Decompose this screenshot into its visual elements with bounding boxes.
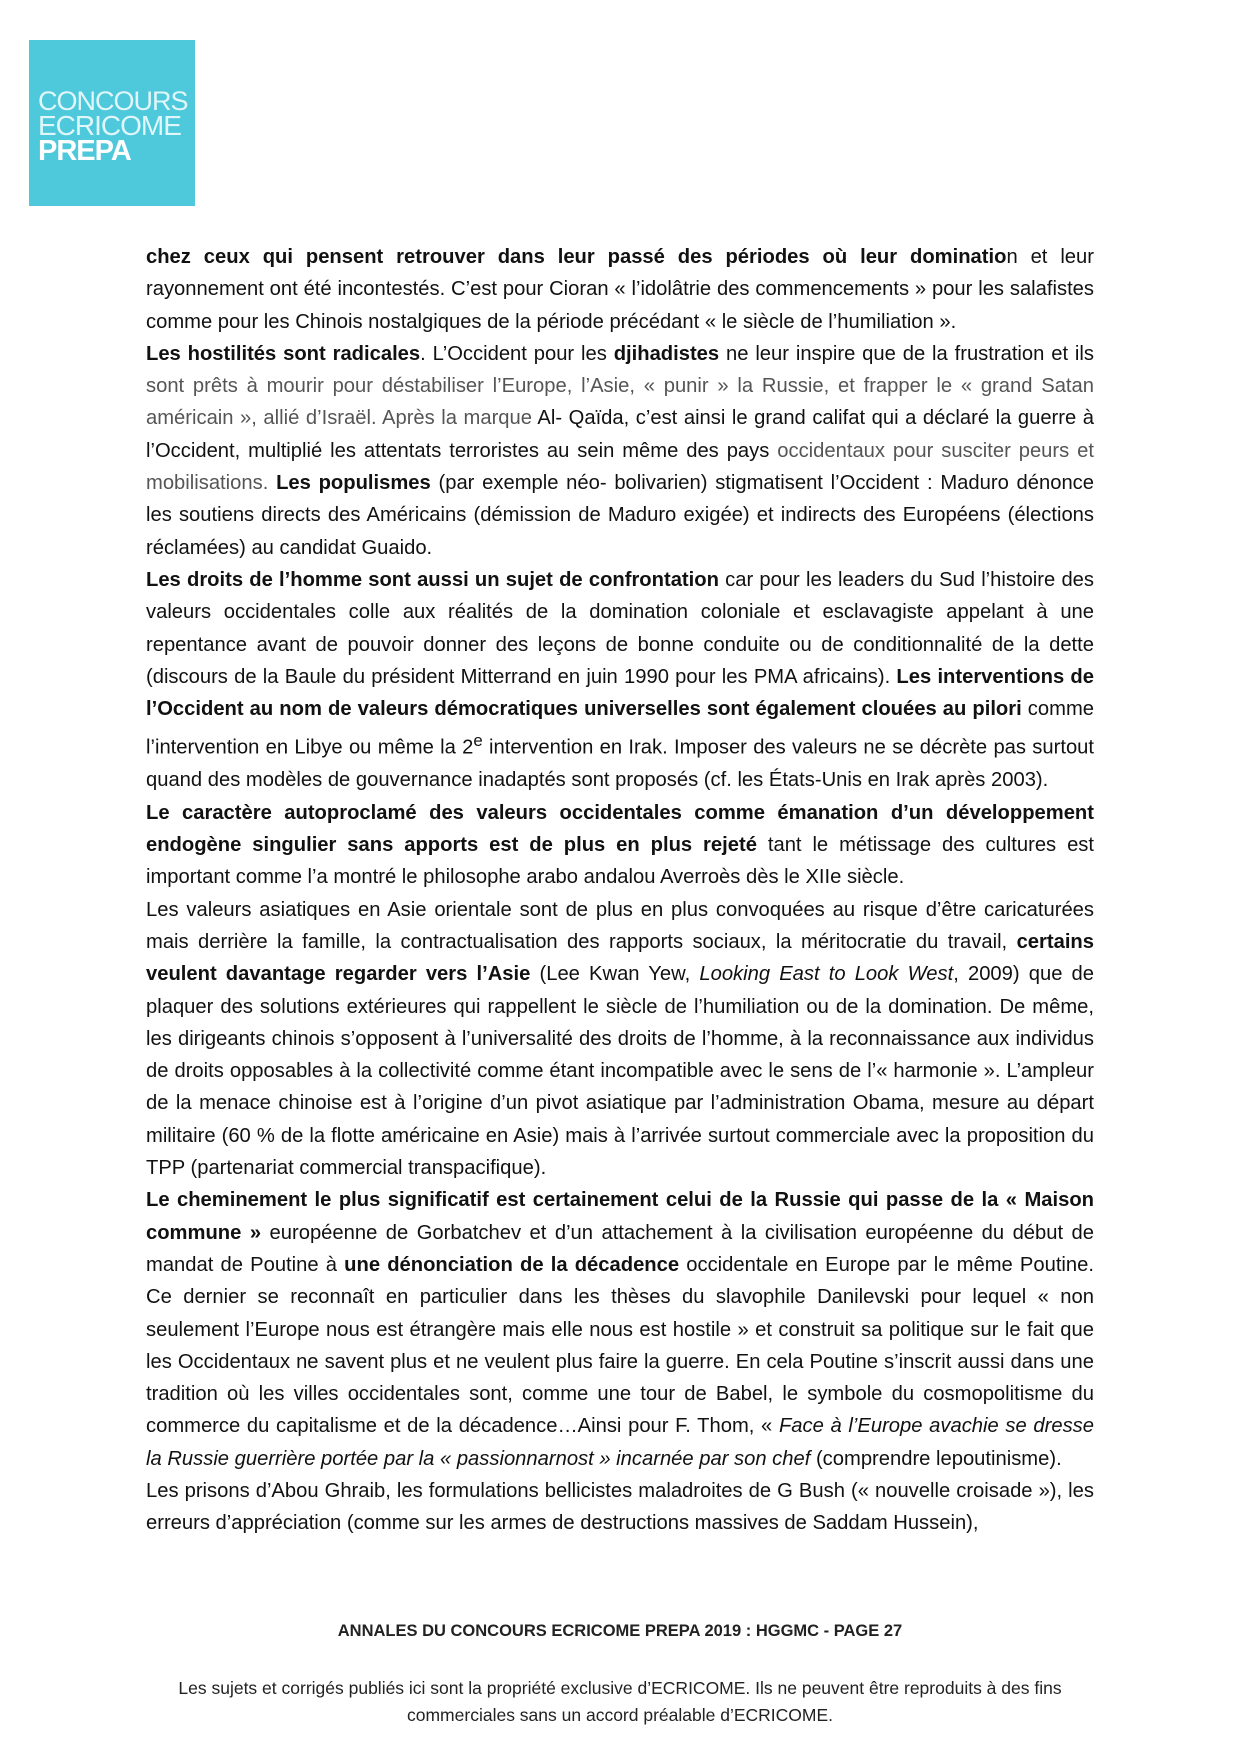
text-run: occidentale en Europe par le même Poutine. Ce dernier se reconnaît en particulier dans les thèses du slavophile Danilevski pour lequel « non seulement l’Europe nous est étrangère mais elle nous est hostile » et construit sa politique sur le fait que les Occidentaux ne savent plus et ne veulent plus faire la guerre. En cela Poutine s’inscrit aussi dans une tradition où les villes occidentales sont, comme une tour de Babel, le symbole du cosmopolitisme du commerce du capitalisme et de la décadence…Ainsi pour F. Thom, « xyxy=(146,1253,1094,1438)
ecricome-logo xyxy=(29,40,195,206)
text-run: Les valeurs asiatiques en Asie orientale sont de plus en plus convoquées au risque d’être caricaturées mais derrière la famille, la contractualisation des rapports sociaux, la méritocratie du travail, xyxy=(146,898,1094,953)
text-run: sont prêts à mourir pour déstabiliser l’Europe, l’Asie, « punir » la Russie, et frapper le « grand Satan américain », allié d’Israël. Après la marque xyxy=(146,375,1094,430)
paragraph xyxy=(146,564,1094,797)
text-run: (par exemple néo- bolivarien) stigmatisent l’Occident : Maduro dénonce les soutiens directs des Américains (démission de Maduro exigée) et indirects des Européens (élections réclamées) au candidat Guaido. xyxy=(146,472,1095,559)
text-run: Face à l’Europe avachie se dresse la Russie guerrière portée par la « passionnarnost » incarnée par son chef xyxy=(146,1415,1094,1470)
text-run xyxy=(268,472,276,494)
text-run: e xyxy=(473,731,483,751)
text-run: n et leur rayonnement ont été incontestés. C’est pour Cioran « l’idolâtrie des commencements » pour les salafistes comme pour les Chinois nostalgiques de la période précédant « le siècle de l’humiliation ». xyxy=(146,246,1094,333)
text-run: une dénonciation de la décadence xyxy=(344,1253,680,1276)
paragraph xyxy=(146,797,1094,894)
text-run: (Lee Kwan Yew, xyxy=(530,963,700,986)
text-run: Les hostilités sont radicales xyxy=(146,342,421,365)
text-run: intervention en Irak. Imposer des valeurs ne se décrète pas surtout quand des modèles de gouvernance inadaptés sont proposés (cf. les États-Unis en Irak après 2003). xyxy=(146,737,1095,792)
paragraph xyxy=(146,338,1094,564)
text-run: Les droits de l’homme sont aussi un sujet de confrontation xyxy=(146,568,719,591)
text-run: djihadistes xyxy=(613,342,720,365)
text-run: Le caractère autoproclamé des valeurs occidentales comme émanation d’un développement endogène singulier sans apports est de plus en plus rejeté xyxy=(146,801,1094,857)
text-run: (comprendre lepoutinisme). xyxy=(810,1447,1062,1470)
text-run: comme l’intervention en Libye ou même la 2 xyxy=(146,698,1094,760)
paragraph xyxy=(146,894,1094,1185)
text-run: . L’Occident pour les xyxy=(420,342,614,365)
logo-line-prepa: PREPA xyxy=(38,135,131,167)
paragraph xyxy=(146,1184,1094,1475)
footer-page-title: ANNALES DU CONCOURS ECRICOME PREPA 2019 : HGGMC - PAGE 27 xyxy=(337,1622,903,1640)
logo-line-ecricome: ECRICOME xyxy=(38,110,181,141)
text-run: Les populismes xyxy=(276,472,431,495)
text-run: Looking East to Look West xyxy=(699,963,954,986)
text-run: Les interventions de l’Occident au nom de valeurs démocratiques universelles sont également clouées au pilori xyxy=(146,665,1094,721)
text-run: Al- Qaïda, c’est ainsi le grand califat qui a déclaré la guerre à l’Occident, multiplié les attentats terroristes au sein même des pays xyxy=(146,407,1095,462)
text-run: européenne de Gorbatchev et d’un attachement à la civilisation européenne du début de mandat de Poutine à xyxy=(146,1221,1095,1276)
footer-copyright-note: Les sujets et corrigés publiés ici sont la propriété exclusive d’ECRICOME. Ils ne peuvent être reproduits à des fins commerciales sans un accord préalable d’ECRICOME. xyxy=(178,1678,1062,1725)
logo-line-concours: CONCOURS xyxy=(38,86,188,116)
text-run: Le cheminement le plus significatif est certainement celui de la Russie qui passe de la « Maison commune » xyxy=(146,1189,1094,1244)
text-run: car pour les leaders du Sud l’histoire des valeurs occidentales colle aux réalités de la domination coloniale et esclavagiste appelant à une repentance avant de pouvoir donner des leçons de bonne conduite ou de conditionnalité de la dette (discours de la Baule du président Mitterrand en juin 1990 pour les PMA africains). xyxy=(146,568,1094,688)
text-run: ne leur inspire que de la frustration et ils xyxy=(719,342,1094,365)
text-run: tant le métissage des cultures est important comme l’a montré le philosophe arabo andalou Averroès dès le XIIe siècle. xyxy=(146,834,1094,889)
text-run: certains veulent davantage regarder vers l’Asie xyxy=(146,930,1094,986)
text-run: chez ceux qui pensent retrouver dans leur passé des périodes où leur dominatio xyxy=(146,246,1007,268)
text-run: occidentaux pour susciter peurs et mobilisations. xyxy=(146,439,1094,495)
document-body xyxy=(146,241,1094,1540)
text-run: , 2009) que de plaquer des solutions extérieures qui rappellent le siècle de l’humiliation ou de la domination. De même, les dirigeants chinois s’opposent à l’universalité des droits de l’homme, à la reconnaissance aux individus de droits opposables à la collectivité comme étant incompatible avec le sens de l’« harmonie ». L’ampleur de la menace chinoise est à l’origine d’un pivot asiatique par l’administration Obama, mesure au départ militaire (60 % de la flotte américaine en Asie) mais à l’arrivée surtout commerciale avec la proposition du TPP (partenariat commercial transpacifique). xyxy=(146,963,1095,1180)
paragraph xyxy=(146,241,1094,338)
paragraph xyxy=(146,1475,1094,1540)
text-run: Les prisons d’Abou Ghraib, les formulations bellicistes maladroites de G Bush (« nouvelle croisade »), les erreurs d’appréciation (comme sur les armes de destructions massives de Saddam Hussein), xyxy=(146,1480,1094,1535)
